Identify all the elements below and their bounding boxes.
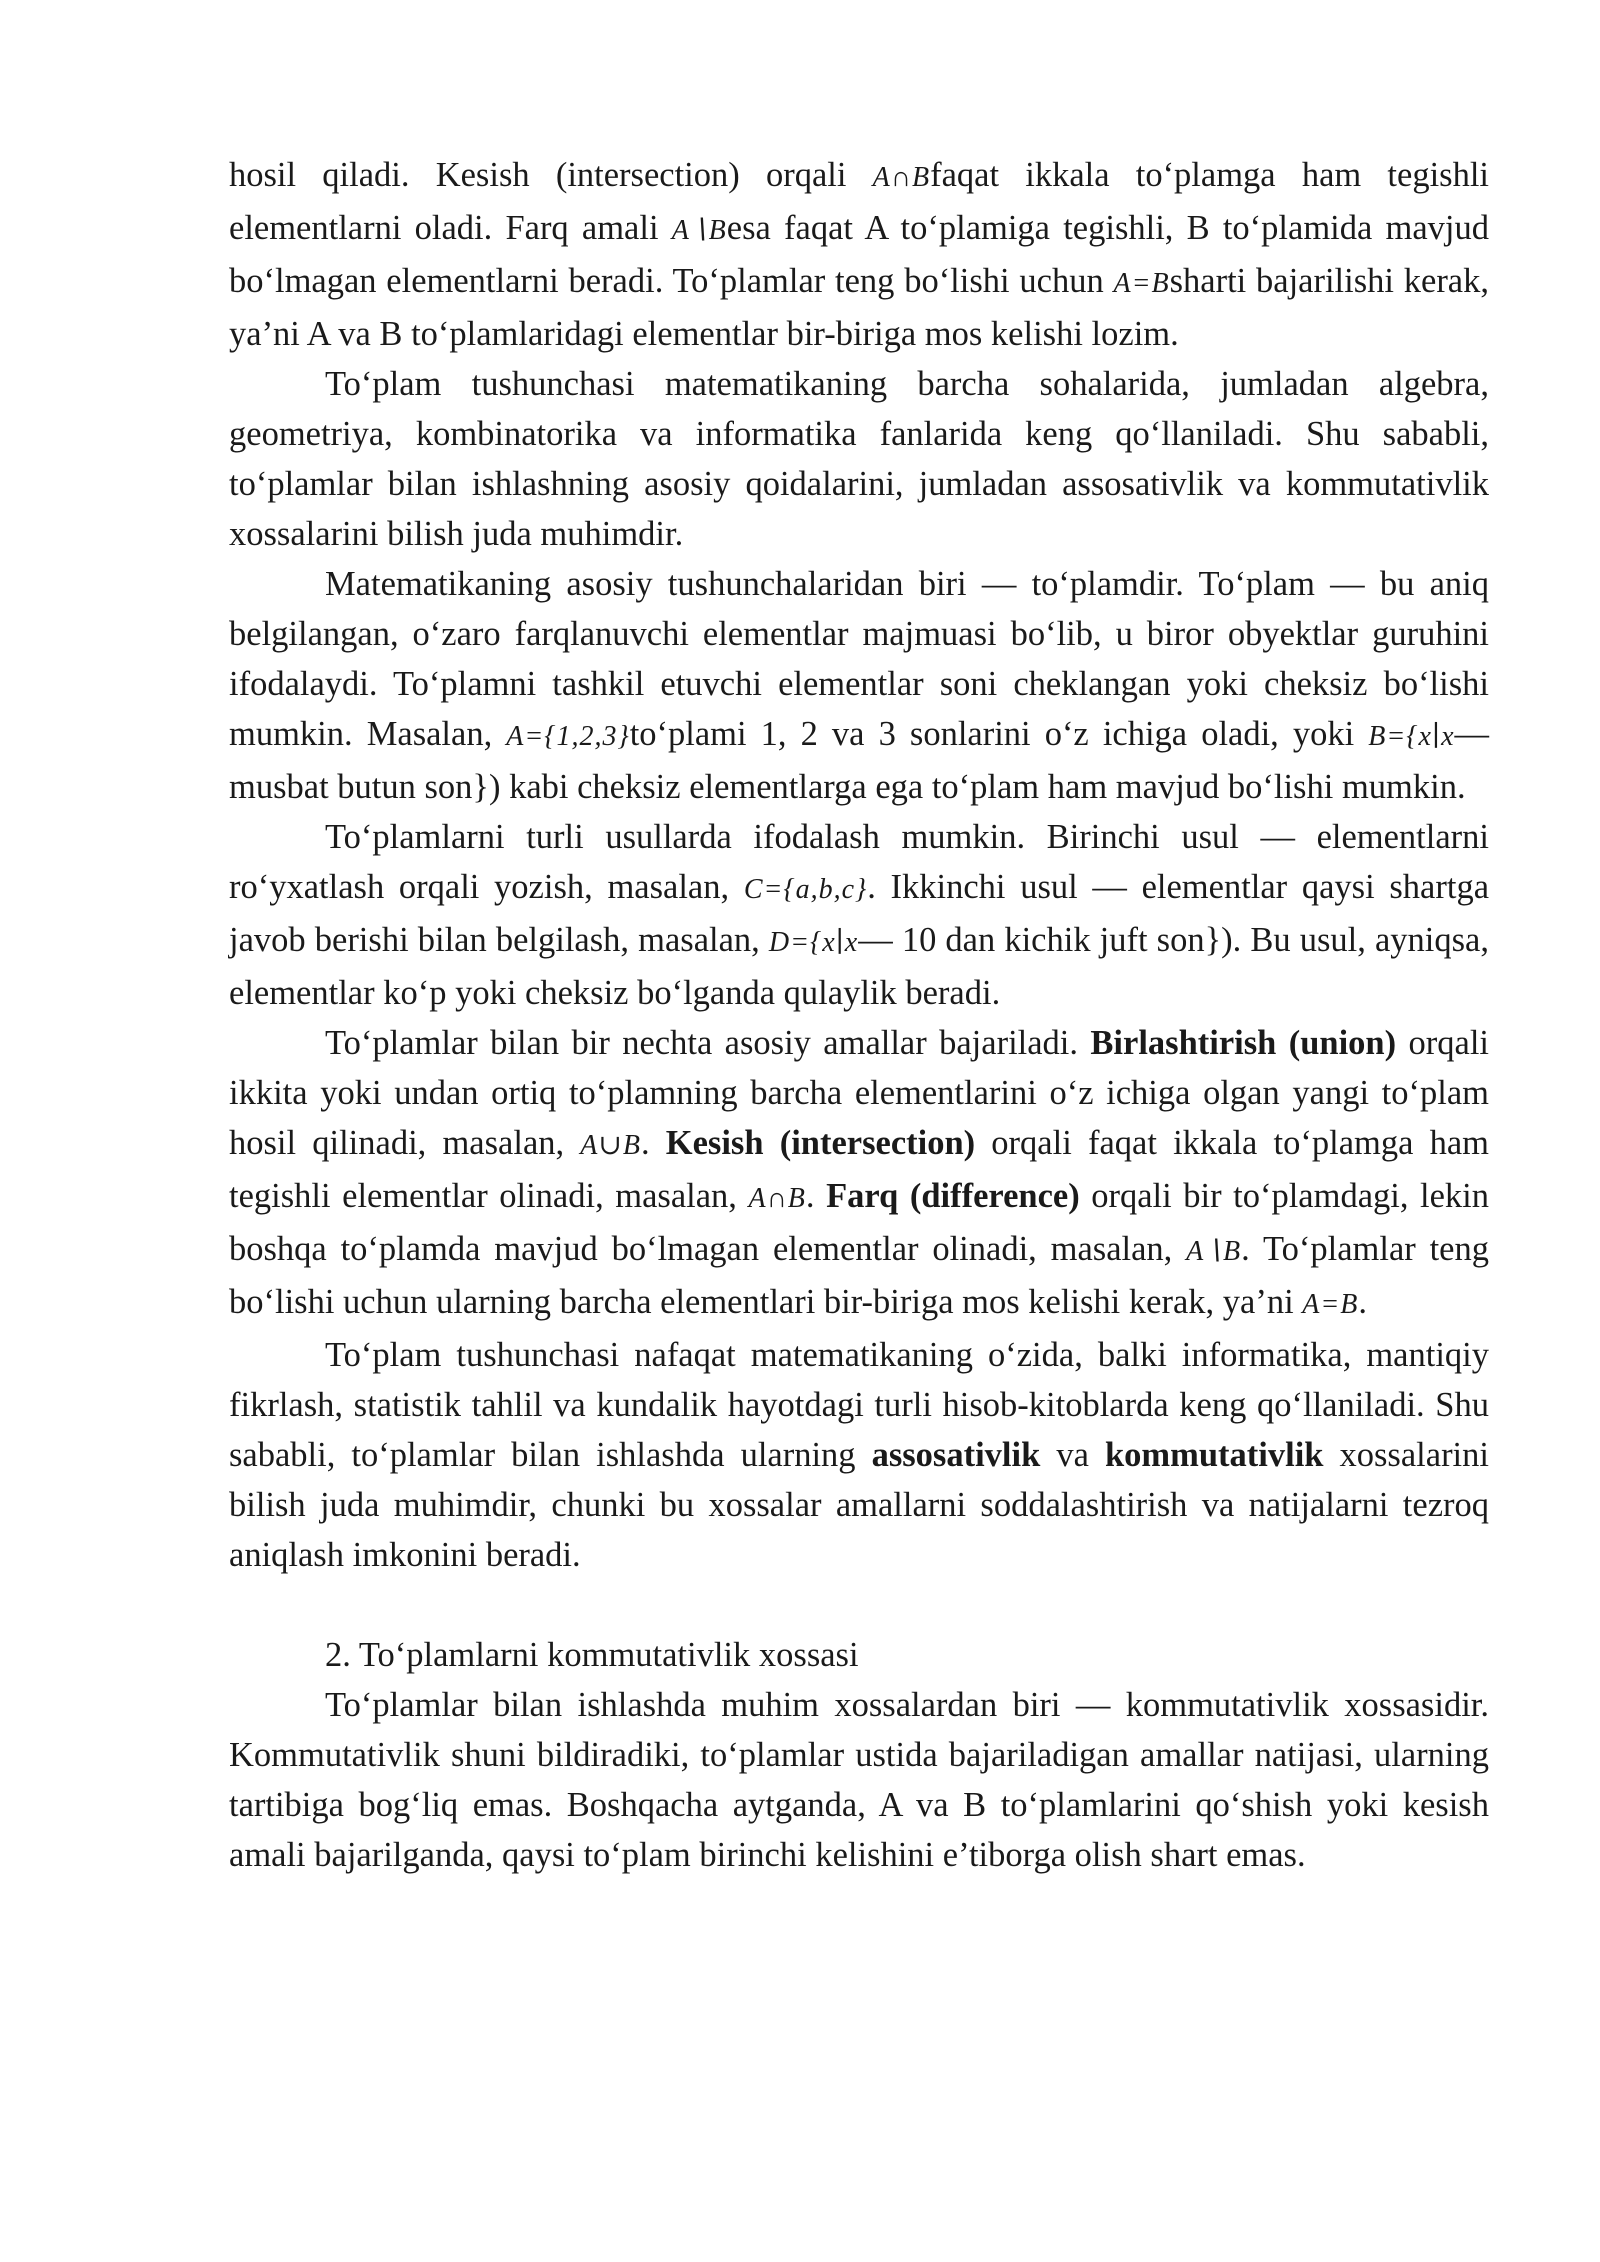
text-span: . [805,1177,827,1215]
text-span: orqali bir to‘plamdagi, lekin boshqa to‘plamda mavjud bo‘lmagan elementlar olinadi, masalan, [229,1177,1490,1268]
text-span: xossalarini bilish juda muhimdir, chunki bu xossalar amallarni soddalashtirish va natijalarni tezroq aniqlash imkonini beradi. [229,1436,1489,1574]
section-heading: 2. To‘plamlarni kommutativlik xossasi [325,1636,859,1674]
text-span: . To‘plamlar teng bo‘lishi uchun ularning barcha elementlari bir-biriga mos kelishi kerak, ya’ni [229,1230,1489,1321]
math-equality: A=B [1113,268,1170,299]
paragraph-set-operations [229,1018,1489,1330]
math-union: A∪B [580,1130,641,1161]
math-set-c: C={a,b,c} [743,874,868,905]
text-span: . [1358,1283,1368,1321]
math-set-b: B={x∣x [1368,721,1455,752]
term-associativity: assosativlik [871,1436,1041,1474]
term-intersection: Kesish (intersection) [665,1124,976,1162]
document-body [229,150,1489,1880]
text-span: . Ikkinchi usul — elementlar qaysi shartga javob berishi bilan belgilash, masalan, [229,868,1490,959]
text-span: hosil qiladi. Kesish (intersection) orqali [229,156,873,194]
paragraph-set-notation [229,812,1489,1018]
paragraph-set-usage: To‘plam tushunchasi matematikaning barcha sohalarida, jumladan algebra, geometriya, kombinatorika va informatika fanlarida keng qo‘llaniladi. Shu sababli, to‘plamlar bilan ishlashning asosiy qoidalarini, jumladan assosativlik va kommutativlik xossalarini bilish juda muhimdir. [229,365,1489,553]
term-commutativity: kommutativlik [1104,1436,1324,1474]
text-span: — 10 dan kichik juft son}). Bu usul, ayniqsa, elementlar ko‘p yoki cheksiz bo‘lganda qulaylik beradi. [229,921,1489,1012]
text-span: orqali faqat ikkala to‘plamga ham tegishli elementlar olinadi, masalan, [229,1124,1489,1215]
math-equality: A=B [1302,1289,1359,1320]
math-set-d: D={x∣x [768,927,859,958]
math-intersection: A∩B [748,1183,806,1214]
text-span: Matematikaning asosiy tushunchalaridan biri — to‘plamdir. To‘plam — bu aniq belgilangan, o‘zaro farqlanuvchi elementlar majmuasi bo‘lib, u biror obyektlar guruhini ifodalaydi. To‘plamni tashkil etuvchi elementlar soni cheklangan yoki cheksiz bo‘lishi mumkin. Masalan, [229,565,1489,753]
section-spacer [229,1580,1489,1630]
paragraph-set-definition [229,559,1489,812]
text-span: — musbat butun son}) kabi cheksiz elementlarga ega to‘plam ham mavjud bo‘lishi mumkin. [229,715,1489,806]
text-span: . [640,1124,666,1162]
text-span: To‘plamlar bilan bir nechta asosiy amallar bajariladi. [325,1024,1091,1062]
math-intersection: A∩B [872,162,931,193]
term-difference: Farq (difference) [826,1177,1080,1215]
math-set-a: A={1,2,3} [506,721,630,752]
text-span: orqali ikkita yoki undan ortiq to‘plamning barcha elementlarini o‘z ichiga olgan yangi to‘plam hosil qilinadi, masalan, [229,1024,1489,1162]
paragraph-set-operations-intro [229,150,1489,359]
math-difference: A∖B [671,215,727,246]
text-span: To‘plamlarni turli usullarda ifodalash mumkin. Birinchi usul — elementlarni ro‘yxatlash orqali yozish, masalan, [229,818,1489,906]
text-span: esa faqat A to‘plamiga tegishli, B to‘plamida mavjud bo‘lmagan elementlarni beradi. To‘plamlar teng bo‘lishi uchun [229,209,1489,300]
paragraph-set-applications [229,1330,1489,1580]
text-span: faqat ikkala to‘plamga ham tegishli elementlarni oladi. Farq amali [229,156,1489,247]
text-span: sharti bajarilishi kerak, ya’ni A va B to‘plamlaridagi elementlar bir-biriga mos kelishi lozim. [229,262,1489,353]
paragraph-commutativity: To‘plamlar bilan ishlashda muhim xossalardan biri — kommutativlik xossasidir. Kommutativlik shuni bildiradiki, to‘plamlar ustida bajariladigan amallar natijasi, ularning tartibiga bog‘liq emas. Boshqacha aytganda, A va B to‘plamlarini qo‘shish yoki kesish amali bajarilganda, qaysi to‘plam birinchi kelishini e’tiborga olish shart emas. [229,1686,1489,1874]
text-span: to‘plami 1, 2 va 3 sonlarini o‘z ichiga oladi, yoki [629,715,1369,753]
text-span: To‘plam tushunchasi nafaqat matematikaning o‘zida, balki informatika, mantiqiy fikrlash, statistik tahlil va kundalik hayotdagi turli hisob-kitoblarda keng qo‘llaniladi. Shu sababli, to‘plamlar bilan ishlashda ularning [229,1336,1489,1474]
text-span: va [1040,1436,1105,1474]
math-difference: A∖B [1186,1236,1242,1267]
term-union: Birlashtirish (union) [1090,1024,1397,1062]
